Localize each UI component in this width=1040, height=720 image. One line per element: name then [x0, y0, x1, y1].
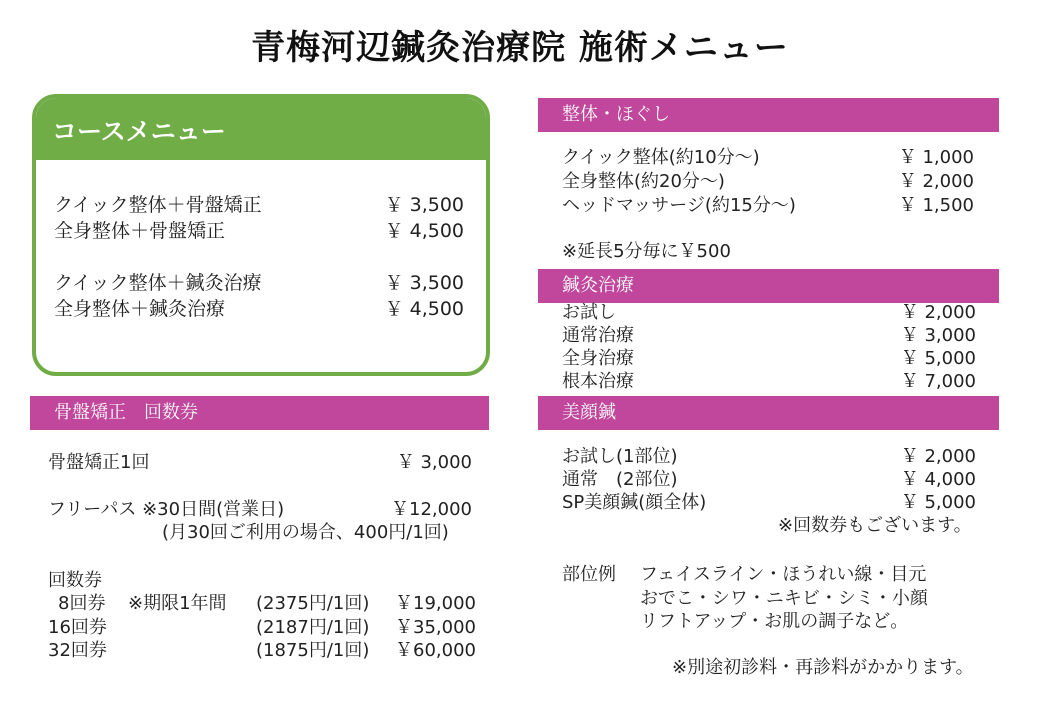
ticket-unit: (2187円/1回)	[256, 617, 370, 638]
pelvis-header-bar	[30, 396, 489, 430]
seitai-item-price: ￥ 2,000	[898, 171, 974, 192]
course-item-label: 全身整体＋鍼灸治療	[54, 298, 226, 320]
shinkyu-item-label: お試し	[562, 302, 616, 323]
shinkyu-item-label: 通常治療	[562, 325, 634, 346]
course-menu-header	[36, 98, 486, 160]
page-title: 青梅河辺鍼灸治療院 施術メニュー	[251, 28, 789, 68]
shinkyu-item-price: ￥ 7,000	[900, 371, 976, 392]
seitai-item-price: ￥ 1,000	[898, 147, 974, 168]
seitai-item-label: クイック整体(約10分～)	[562, 147, 760, 168]
ticket-count: 8回券	[58, 593, 106, 614]
biganshin-item-price: ￥ 4,000	[900, 469, 976, 490]
course-menu-box	[32, 94, 490, 376]
biganshin-header-title: 美顔鍼	[562, 402, 616, 423]
shinkyu-header-title: 鍼灸治療	[562, 275, 634, 296]
biganshin-header-bar	[538, 396, 999, 430]
course-item-price: ￥ 4,500	[384, 298, 464, 320]
course-item-price: ￥ 3,500	[384, 194, 464, 216]
shinkyu-item-price: ￥ 5,000	[900, 348, 976, 369]
biganshin-item-label: SP美顔鍼(顔全体)	[562, 492, 707, 513]
shinkyu-item-label: 全身治療	[562, 348, 634, 369]
ticket-price: ￥60,000	[395, 640, 476, 661]
pelvis-single-price: ￥ 3,000	[396, 452, 472, 473]
shinkyu-item-price: ￥ 2,000	[900, 302, 976, 323]
footer-note: ※別途初診料・再診料がかかります。	[672, 657, 974, 678]
seitai-item-label: ヘッドマッサージ(約15分～)	[562, 195, 796, 216]
course-item-label: 全身整体＋骨盤矯正	[54, 220, 226, 242]
parts-line: おでこ・シワ・ニキビ・シミ・小顔	[640, 588, 928, 609]
biganshin-item-price: ￥ 5,000	[900, 492, 976, 513]
ticket-unit: (1875円/1回)	[256, 640, 370, 661]
seitai-header-bar	[538, 98, 999, 132]
tickets-label: 回数券	[48, 570, 102, 591]
freepass-label: フリーパス ※30日間(営業日)	[48, 499, 285, 520]
seitai-note: ※延長5分毎に￥500	[562, 241, 731, 262]
biganshin-item-price: ￥ 2,000	[900, 446, 976, 467]
course-item-label: クイック整体＋骨盤矯正	[54, 194, 262, 216]
seitai-item-price: ￥ 1,500	[898, 195, 974, 216]
shinkyu-item-label: 根本治療	[562, 371, 634, 392]
course-item-price: ￥ 3,500	[384, 272, 464, 294]
ticket-price: ￥19,000	[395, 593, 476, 614]
ticket-count: 16回券	[48, 617, 107, 638]
course-menu-title: コースメニュー	[52, 117, 226, 146]
parts-line: リフトアップ・お肌の調子など。	[640, 611, 909, 632]
course-item-price: ￥ 4,500	[384, 220, 464, 242]
biganshin-note: ※回数券もございます。	[778, 515, 972, 536]
biganshin-item-label: お試し(1部位)	[562, 446, 678, 467]
freepass-note: (月30回ご利用の場合、400円/1回)	[162, 522, 449, 543]
pelvis-single-label: 骨盤矯正1回	[48, 452, 150, 473]
shinkyu-header-bar	[538, 269, 999, 303]
ticket-unit: (2375円/1回)	[256, 593, 370, 614]
course-item-label: クイック整体＋鍼灸治療	[54, 272, 262, 294]
parts-label: 部位例	[562, 564, 616, 585]
biganshin-item-label: 通常 (2部位)	[562, 469, 678, 490]
pelvis-header-title: 骨盤矯正 回数券	[54, 402, 198, 423]
seitai-item-label: 全身整体(約20分～)	[562, 171, 725, 192]
ticket-price: ￥35,000	[395, 617, 476, 638]
shinkyu-item-price: ￥ 3,000	[900, 325, 976, 346]
ticket-note: ※期限1年間	[128, 593, 227, 614]
freepass-price: ￥12,000	[391, 499, 472, 520]
ticket-count: 32回券	[48, 640, 107, 661]
seitai-header-title: 整体・ほぐし	[562, 104, 670, 125]
parts-line: フェイスライン・ほうれい線・目元	[640, 564, 927, 585]
